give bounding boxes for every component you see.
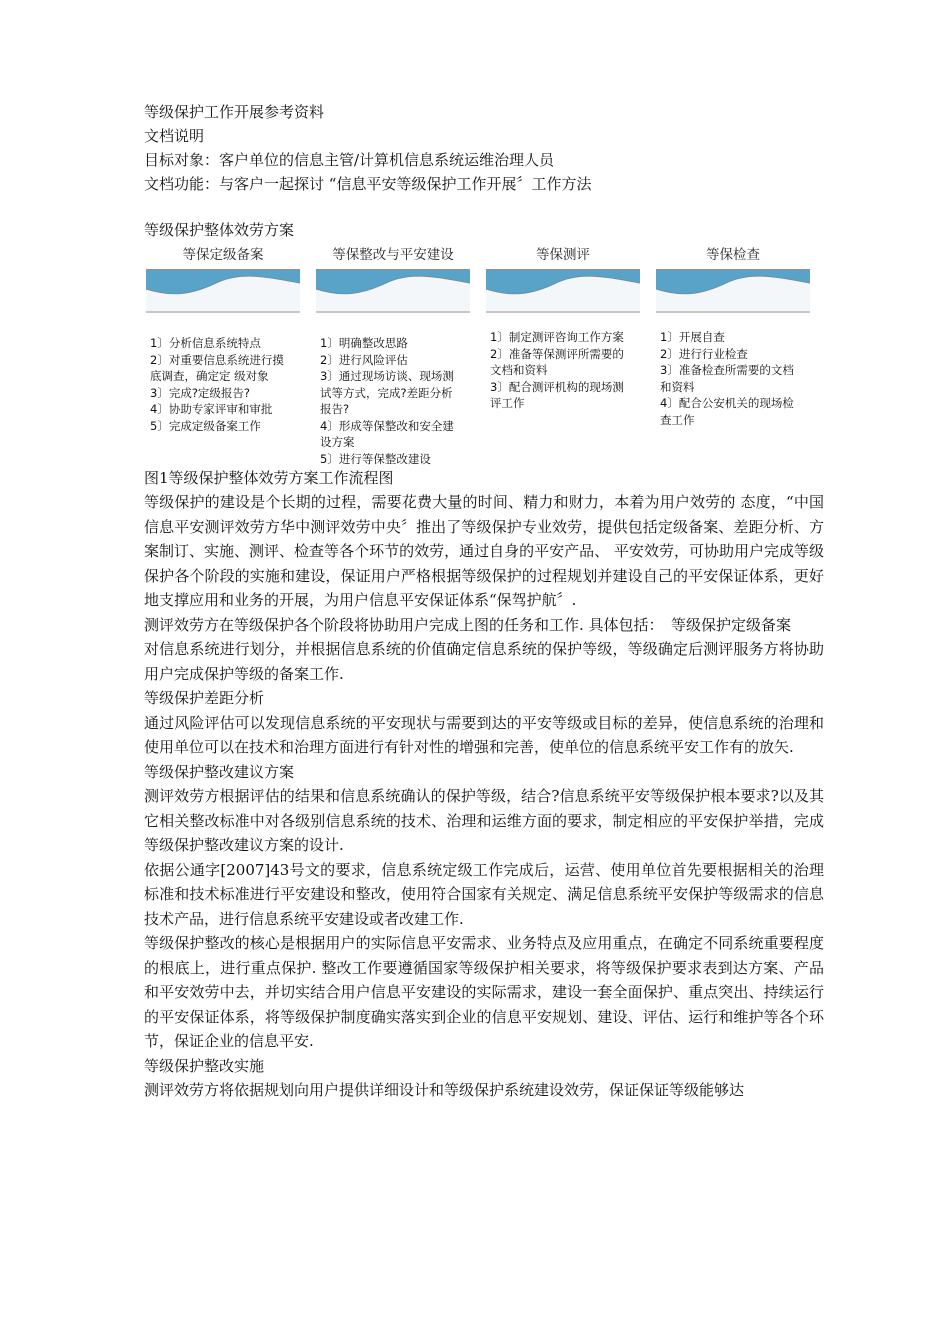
column-items bbox=[656, 329, 800, 428]
list-item: 4〕配合公安机关的现场检查工作 bbox=[660, 396, 794, 427]
list-item: 2〕进行风险评估 bbox=[320, 352, 408, 367]
list-item: 2〕对重要信息系统进行摸底调查，确定定 级对象 bbox=[150, 352, 284, 383]
paragraph: 测评效劳方在等级保护各个阶段将协助用户完成上图的任务和工作. 具体包括： 等级保护定级备案 bbox=[144, 615, 792, 634]
document-page bbox=[144, 100, 824, 1103]
list-item: 3〕通过现场访谈、现场测试等方式，完成?差距分析报告? bbox=[320, 369, 454, 416]
workflow-diagram bbox=[144, 244, 824, 466]
paragraph: 通过风险评估可以发现信息系统的平安现状与需要到达的平安等级或目标的差异，使信息系统的治理和使用单位可以在技术和治理方面进行有针对性的增强和完善，使单位的信息系统平安工作有的放矢. bbox=[144, 713, 824, 756]
list-item: 1〕分析信息系统特点 bbox=[150, 336, 261, 350]
list-item: 1〕制定测评咨询工作方案 bbox=[490, 330, 624, 344]
column-title: 等保测评 bbox=[536, 247, 590, 263]
list-item: 3〕完成?定级报告? bbox=[150, 385, 251, 400]
paragraph: 对信息系统进行划分，并根据信息系统的价值确定信息系统的保护等级，等级确定后测评服务方将协助用户完成保护等级的备案工作. bbox=[144, 640, 824, 683]
wave-banner bbox=[486, 267, 640, 313]
section-heading: 等级保护整改实施 bbox=[144, 1056, 265, 1075]
spacer bbox=[144, 196, 824, 218]
doc-title: 等级保护工作开展参考资料 bbox=[144, 103, 325, 121]
list-item: 4〕协助专家评审和审批 bbox=[150, 402, 273, 416]
column-title: 等保检查 bbox=[706, 247, 760, 263]
diagram-column-1 bbox=[146, 244, 300, 434]
list-item: 5〕进行等保整改建设 bbox=[320, 451, 431, 466]
doc-description-label: 文档说明 bbox=[144, 127, 205, 145]
wave-banner bbox=[146, 267, 300, 313]
doc-function: 文档功能：与客户一起探讨 “信息平安等级保护工作开展〞工作方法 bbox=[144, 175, 592, 193]
column-title: 等保定级备案 bbox=[182, 247, 264, 263]
diagram-column-4 bbox=[656, 244, 810, 428]
list-item: 3〕配合测评机构的现场测评工作 bbox=[490, 379, 624, 410]
target-audience: 目标对象：客户单位的信息主管/计算机信息系统运维治理人员 bbox=[144, 151, 555, 169]
column-items bbox=[486, 329, 630, 412]
list-item: 5〕完成定级备案工作 bbox=[150, 418, 261, 433]
column-title: 等保整改与平安建设 bbox=[332, 247, 454, 263]
diagram-column-3 bbox=[486, 244, 640, 412]
paragraph: 等级保护的建设是个长期的过程，需要花费大量的时间、精力和财力，本着为用户效劳的 态度，“中国信息平安测评效劳方华中测评效劳中央〞推出了等级保护专业效劳，提供包括定级备案、差距分析、方案制订、实施、测评、检查等各个环节的效劳，通过自身的平安产品、 平安效劳，可协助用户完成等级保护各个阶段的实施和建设，保证用户严格根据等级保护的过程规划并建设自己的平安保证体系，更好地支撑应用和业务的开展，为用户信息平安保证体系“保驾护航〞. bbox=[144, 493, 824, 609]
diagram-column-2 bbox=[316, 244, 470, 467]
list-item: 1〕明确整改思路 bbox=[320, 336, 408, 350]
figure-caption: 图1等级保护整体效劳方案工作流程图 bbox=[144, 469, 394, 487]
wave-banner bbox=[316, 267, 470, 313]
section-heading: 等级保护差距分析 bbox=[144, 689, 265, 707]
list-item: 4〕形成等保整改和安全建设方案 bbox=[320, 418, 454, 449]
list-item: 3〕准备检查所需要的文档和资料 bbox=[660, 363, 794, 394]
paragraph: 测评效劳方根据评估的结果和信息系统确认的保护等级，结合?信息系统平安等级保护根本要求?以及其它相关整改标准中对各级别信息系统的技术、治理和运维方面的要求，制定相应的平安保护举措，完成等级保护整改建议方案的设计. bbox=[144, 787, 824, 854]
paragraph: 测评效劳方将依据规划向用户提供详细设计和等级保护系统建设效劳，保证保证等级能够达 bbox=[144, 1081, 745, 1099]
section-title: 等级保护整体效劳方案 bbox=[144, 221, 295, 239]
list-item: 2〕进行行业检查 bbox=[660, 346, 748, 361]
column-items bbox=[146, 335, 290, 434]
wave-banner bbox=[656, 267, 810, 313]
section-heading: 等级保护整改建议方案 bbox=[144, 762, 295, 781]
paragraph: 等级保护整改的核心是根据用户的实际信息平安需求、业务特点及应用重点，在确定不同系统重要程度的根底上，进行重点保护. 整改工作要遵循国家等级保护相关要求，将等级保护要求表到达方案、产品和平安效劳中去，并切实结合用户信息平安建设的实际需求，建设一套全面保护、重点突出、持续运行的平安保证体系，将等级保护制度确实落实到企业的信息平安规划、建设、评估、运行和维护等各个环节，保证企业的信息平安. bbox=[144, 934, 824, 1050]
list-item: 2〕准备等保测评所需要的文档和资料 bbox=[490, 346, 624, 377]
list-item: 1〕开展自查 bbox=[660, 330, 725, 344]
body-text bbox=[144, 490, 824, 1103]
paragraph: 依据公通字[2007]43号文的要求，信息系统定级工作完成后，运营、使用单位首先要根据相关的治理标准和技术标准进行平安建设和整改，使用符合国家有关规定、满足信息系统平安保护等级需求的信息技术产品，进行信息系统平安建设或者改建工作. bbox=[144, 860, 824, 928]
column-items bbox=[316, 335, 460, 467]
